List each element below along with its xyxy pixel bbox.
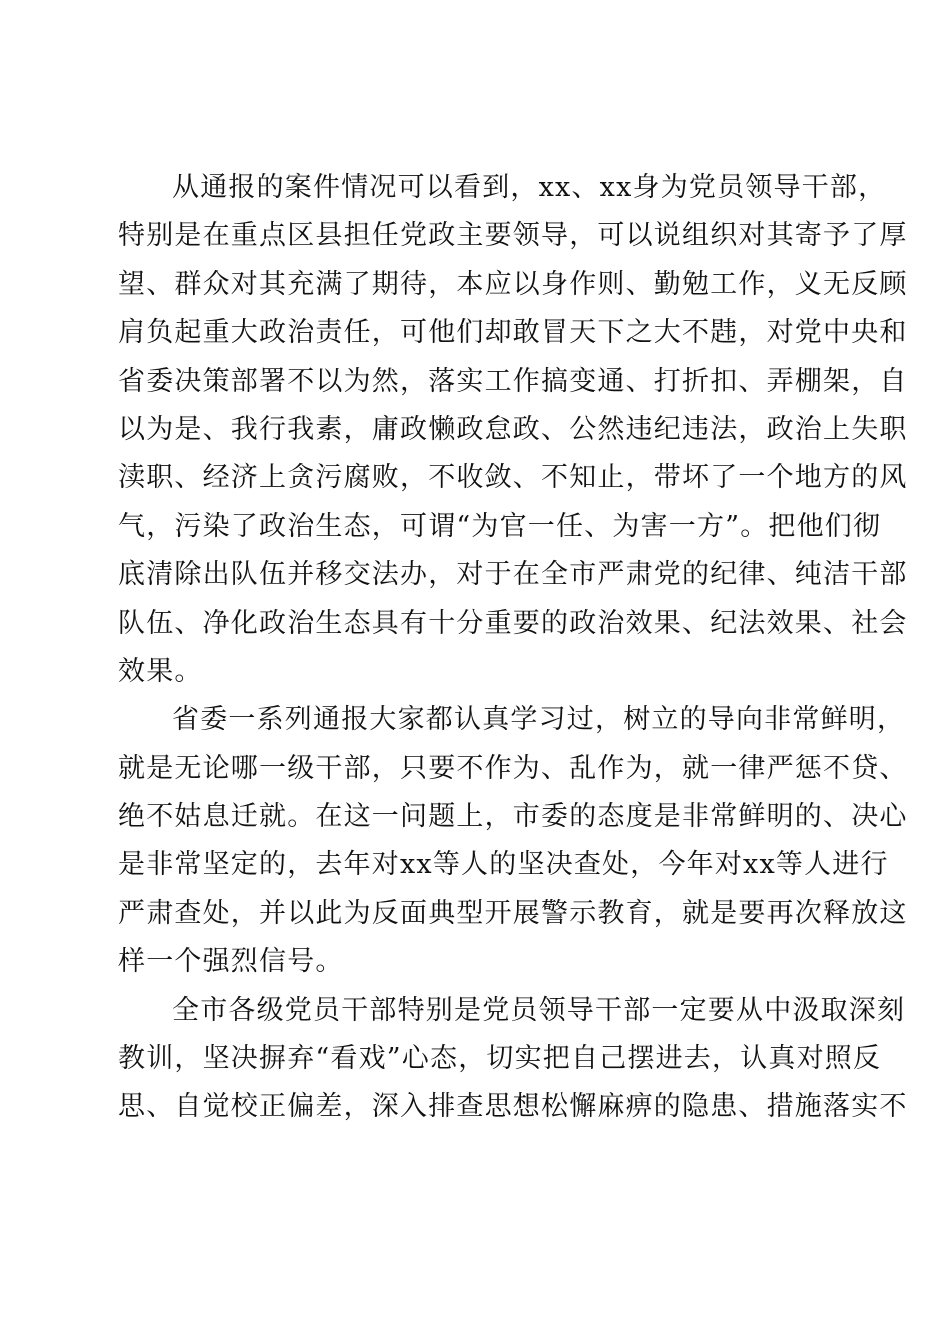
paragraph-line: 绝不姑息迁就。在这一问题上，市委的态度是非常鲜明的、决心 xyxy=(118,801,908,833)
paragraph-line: 样一个强烈信号。 xyxy=(118,946,344,978)
paragraph-line: 严肃查处，并以此为反面典型开展警示教育，就是要再次释放这 xyxy=(118,897,908,929)
paragraph-line: 气，污染了政治生态，可谓“为官一任、为害一方”。把他们彻 xyxy=(118,510,882,542)
paragraph-line: 是非常坚定的，去年对xx等人的坚决查处，今年对xx等人进行 xyxy=(118,849,889,881)
paragraph-2 xyxy=(118,696,908,986)
paragraph-line: 思、自觉校正偏差，深入排查思想松懈麻痹的隐患、措施落实不 xyxy=(118,1091,908,1123)
paragraph-line: 肩负起重大政治责任，可他们却敢冒天下之大不韪，对党中央和 xyxy=(118,317,908,349)
paragraph-line: 从通报的案件情况可以看到，xx、xx身为党员领导干部， xyxy=(172,172,887,203)
paragraph-line: 省委一系列通报大家都认真学习过，树立的导向非常鲜明， xyxy=(172,704,906,736)
paragraph-line: 望、群众对其充满了期待，本应以身作则、勤勉工作，义无反顾 xyxy=(118,268,908,300)
paragraph-line: 教训，坚决摒弃“看戏”心态，切实把自己摆进去，认真对照反 xyxy=(118,1043,882,1075)
paragraph-1 xyxy=(118,164,908,696)
paragraph-line: 省委决策部署不以为然，落实工作搞变通、打折扣、弄棚架，自 xyxy=(118,365,908,397)
paragraph-line: 底清除出队伍并移交法办，对于在全市严肃党的纪律、纯洁干部 xyxy=(118,559,908,591)
paragraph-line: 就是无论哪一级干部，只要不作为、乱作为，就一律严惩不贷、 xyxy=(118,752,908,784)
paragraph-line: 全市各级党员干部特别是党员领导干部一定要从中汲取深刻 xyxy=(172,994,906,1026)
paragraph-line: 队伍、净化政治生态具有十分重要的政治效果、纪法效果、社会 xyxy=(118,607,908,639)
document-body xyxy=(118,164,908,1132)
paragraph-line: 渎职、经济上贪污腐败，不收敛、不知止，带坏了一个地方的风 xyxy=(118,462,908,494)
paragraph-3 xyxy=(118,987,908,1132)
paragraph-line: 特别是在重点区县担任党政主要领导，可以说组织对其寄予了厚 xyxy=(118,220,908,252)
paragraph-line: 效果。 xyxy=(118,655,203,687)
paragraph-line: 以为是、我行我素，庸政懒政怠政、公然违纪违法，政治上失职 xyxy=(118,413,908,445)
